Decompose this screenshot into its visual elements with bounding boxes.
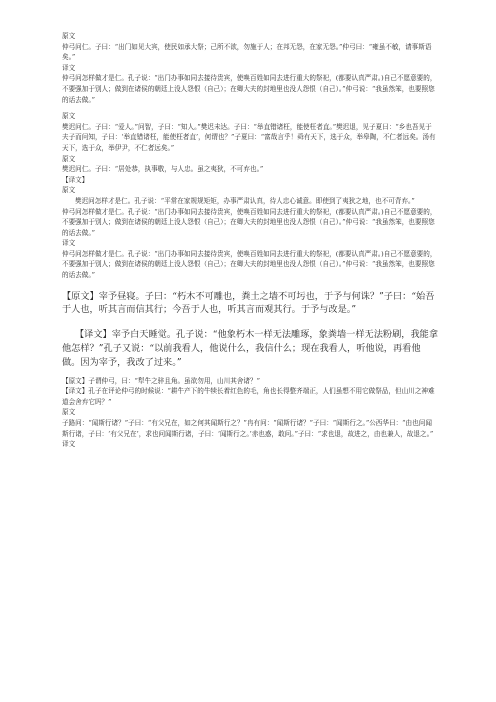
paragraph-translation: 仲弓问怎样做才是仁。孔子说：“出门办事如同去接待贵宾，使唤百姓如同去进行重大的祭祀，(都要认真严肃。)自己不愿意要的，不要强加于别人；做到在诸侯的朝廷上没人怨恨（自己）；在卿大夫的封地里也没人怨恨（自己）。”仲弓说：“我虽然笨，也要照您的话去做。”: [62, 207, 437, 237]
heading-yiwen-bracketed: 【译文】: [62, 175, 89, 184]
paragraph-translation: 仲弓问怎样做才是仁。孔子说：“出门办事如同去接待贵宾，使唤百姓如同去进行重大的祭祀，(都要认真严肃。)自己不愿意要的，不要强加于别人；做到在诸侯的朝廷上没人怨恨（自己）；在卿大夫的封地里也没人怨恨（自己）。”仲弓说：“我虽然笨，也要照您的话去做。”: [62, 74, 437, 104]
paragraph-original: 樊迟问仁。子曰：“居处恭，执事敬，与人忠。虽之夷狄，不可弃也。”: [62, 165, 264, 174]
document-page: [62, 31, 438, 450]
heading-yiwen: 译文: [62, 63, 76, 72]
paragraph-translation: 仲弓问怎样做才是仁。孔子说：“出门办事如同去接待贵宾，使唤百姓如同去进行重大的祭祀，(都要认真严肃。)自己不愿意要的，不要强加于别人；做到在诸侯的朝廷上没人怨恨（自己）；在卿大夫的封地里也没人怨恨（自己）。”仲弓说：“我虽然笨，也要照您的话去做。”: [62, 249, 437, 280]
paragraph-translation: 樊迟问怎样才是仁。孔子说：“平常在家规规矩矩，办事严肃认真，待人忠心诚意。即使到了夷狄之地，也不可背弃。”: [75, 196, 415, 205]
paragraph-original: 樊迟问仁。子曰：“爱人。”问智，子曰：“知人。”樊迟未达。子曰：“举直错诸枉，能使枉者直。”樊迟退，见子夏曰：“乡也吾见于夫子而问知，子曰：‘举直错诸枉，能使枉者直’，何谓也？”子夏曰：“富哉言乎！舜有天下，选于众，举皋陶，不仁者远矣。汤有天下，选于众，举伊尹，不仁者远矣。”: [62, 122, 436, 152]
heading-yiwen: 译文: [62, 440, 76, 449]
heading-yuanwen: 原文: [62, 32, 76, 40]
heading-yuanwen: 原文: [62, 408, 76, 417]
paragraph-original: 【原文】子谓仲弓，曰：“犁牛之骍且角。虽欲勿用，山川其舍诸？”: [62, 376, 260, 385]
paragraph-translation-large: 【译文】宰予白天睡觉。孔子说：“他象朽木一样无法雕琢，象粪墙一样无法粉刷，我能拿他怎样？”孔子又说：“以前我看人，他说什么，我信什么；现在我看人，听他说，再看他做。因为宰予，我改了过来。”: [62, 329, 439, 368]
heading-yiwen: 译文: [62, 239, 76, 248]
paragraph-original-large: 【原文】宰予昼寝。子曰：“朽木不可雕也，粪土之墙不可圬也，于予与何诛？”子曰：“始吾于人也，听其言而信其行；今吾于人也，听其言而观其行。于予与改是。”: [62, 290, 435, 316]
paragraph-original: 子路问：“闻斯行诸？”子曰：“有父兄在，如之何其闻斯行之？”冉有问：“闻斯行诸？”子曰：“闻斯行之。”公西华曰：“由也问闻斯行诸，子曰：‘有父兄在’，求也问闻斯行诸，子曰：‘闻斯行之。’赤也惑，敢问。”子曰：“求也退，故进之，由也兼人，故退之。”: [62, 419, 434, 438]
heading-yuanwen: 原文: [62, 112, 76, 121]
heading-yuanwen: 原文: [62, 186, 76, 195]
heading-yuanwen: 原文: [62, 154, 76, 163]
paragraph-original: 仲弓问仁。子曰：“出门如见大宾，使民如承大祭；己所不欲，勿施于人；在邦无怨，在家无怨。”仲弓曰：“雍虽不敏，请事斯语矣。”: [62, 42, 432, 62]
paragraph-translation: 【译文】孔子在评论仲弓的时候说：“耕牛产下的牛犊长着红色的毛，角也长得整齐端正，人们虽想不用它做祭品，但山川之神难道会舍弃它吗？”: [62, 387, 435, 406]
